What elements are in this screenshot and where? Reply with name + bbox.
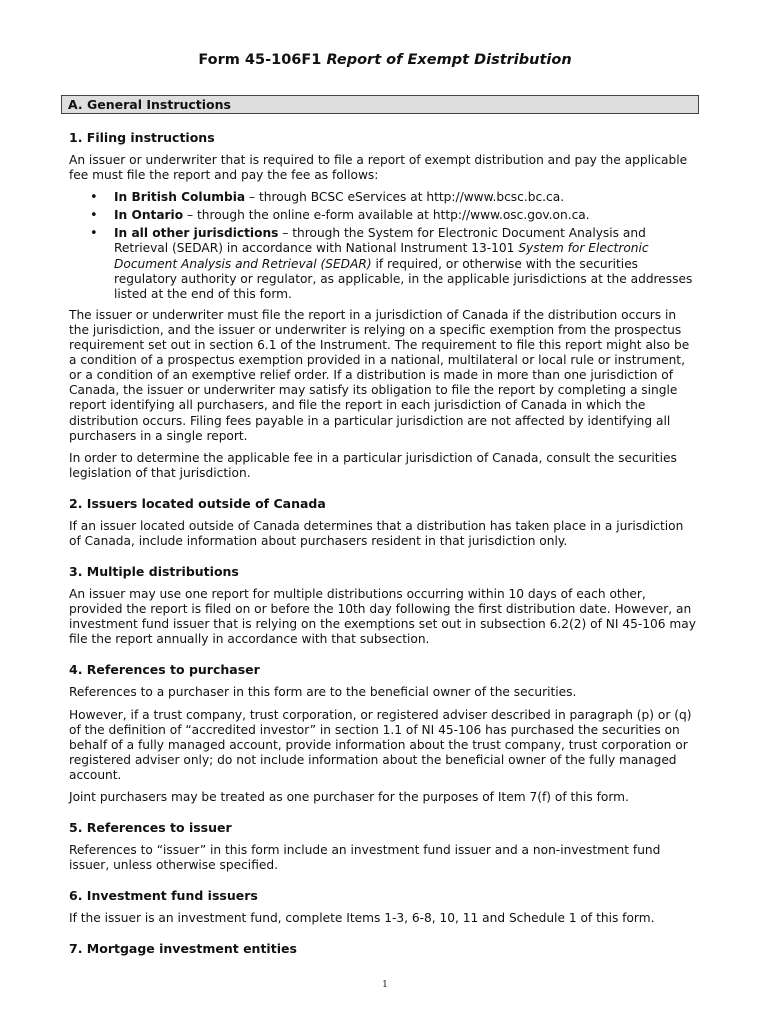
filing-paragraph-3: In order to determine the applicable fee in a particular jurisdiction of Canada, consult the securities legislation of that jurisdiction. (69, 450, 677, 480)
other-label: In all other jurisdictions (114, 226, 279, 241)
purchaser-paragraph-1: References to a purchaser in this form are to the beneficial owner of the securities. (69, 685, 577, 700)
other-text-a: – through the System for Electronic Document Analysis and Retrieval (SEDAR) in accordance with National Instrument 13-101 (114, 226, 646, 256)
heading-mortgage-investment-entities: 7. Mortgage investment entities (69, 941, 297, 957)
page-number: 1 (382, 980, 388, 990)
heading-filing-instructions: 1. Filing instructions (69, 130, 215, 145)
other-italic: System for Electronic Document Analysis and Retrieval (SEDAR) (114, 241, 649, 271)
list-item-british-columbia (114, 190, 697, 205)
issuer-paragraph: References to “issuer” in this form include an investment fund issuer and a non-investment fund issuer, unless otherwise specified. (69, 843, 661, 873)
form-title (0, 52, 770, 68)
on-text: – through the online e-form available at http://www.osc.gov.on.ca. (183, 208, 590, 223)
heading-references-to-purchaser: 4. References to purchaser (69, 662, 260, 678)
filing-intro: An issuer or underwriter that is required to file a report of exempt distribution and pay the applicable fee must file the report and pay the fee as follows: (69, 153, 688, 183)
multiple-distributions-paragraph: An issuer may use one report for multiple distributions occurring within 10 days of each other, provided the report is filed on or before the 10th day following the first distribution date. However, an investment fund issuer that is relying on the exemptions set out in subsection 6.2(2) of NI 45-106 may file the report annually in accordance with that subsection. (69, 587, 696, 647)
filing-jurisdiction-list (69, 190, 697, 302)
heading-multiple-distributions: 3. Multiple distributions (69, 564, 239, 580)
form-name: Report of Exempt Distribution (326, 52, 572, 68)
heading-references-to-issuer: 5. References to issuer (69, 820, 232, 836)
section-a-label: A. General Instructions (68, 97, 231, 112)
investment-fund-paragraph: If the issuer is an investment fund, complete Items 1-3, 6-8, 10, 11 and Schedule 1 of this form. (69, 911, 655, 926)
section-a-header (61, 95, 699, 114)
list-item-ontario (114, 208, 697, 223)
bc-text: – through BCSC eServices at http://www.bcsc.bc.ca. (245, 190, 565, 205)
purchaser-paragraph-3: Joint purchasers may be treated as one purchaser for the purposes of Item 7(f) of this form. (69, 790, 629, 804)
issuers-outside-paragraph: If an issuer located outside of Canada determines that a distribution has taken place in a jurisdiction of Canada, include information about purchasers resident in that jurisdiction only. (69, 518, 684, 548)
heading-investment-fund-issuers: 6. Investment fund issuers (69, 888, 258, 904)
bc-label: In British Columbia (114, 190, 246, 205)
on-label: In Ontario (114, 208, 184, 223)
form-number: Form 45-106F1 (198, 52, 322, 68)
instructions-body (69, 130, 697, 964)
heading-issuers-outside-canada: 2. Issuers located outside of Canada (69, 495, 326, 511)
other-text-b: if required, or otherwise with the securities regulatory authority or regulator, as applicable, in the applicable jurisdictions at the addresses listed at the end of this form. (114, 256, 693, 301)
filing-paragraph-2: The issuer or underwriter must file the report in a jurisdiction of Canada if the distribution occurs in the jurisdiction, and the issuer or underwriter is relying on a specific exemption from the prospectus requirement set out in section 6.1 of the Instrument. The requirement to file this report might also be a condition of a prospectus exemption provided in a national, multilateral or local rule or instrument, or a condition of an exemptive relief order. If a distribution is made in more than one jurisdiction of Canada, the issuer or underwriter may satisfy its obligation to file the report by completing a single report identifying all purchasers, and file the report in each jurisdiction of Canada in which the distribution occurs. Filing fees payable in a particular jurisdiction are not affected by identifying all purchasers in a single report. (69, 307, 690, 443)
list-item-other-jurisdictions (114, 226, 697, 301)
purchaser-paragraph-2: However, if a trust company, trust corporation, or registered adviser described in paragraph (p) or (q) of the definition of “accredited investor” in section 1.1 of NI 45-106 has purchased the securities on behalf of a fully managed account, provide information about the trust company, trust corporation or registered adviser only; do not include information about the beneficial owner of the fully managed account. (69, 707, 692, 782)
